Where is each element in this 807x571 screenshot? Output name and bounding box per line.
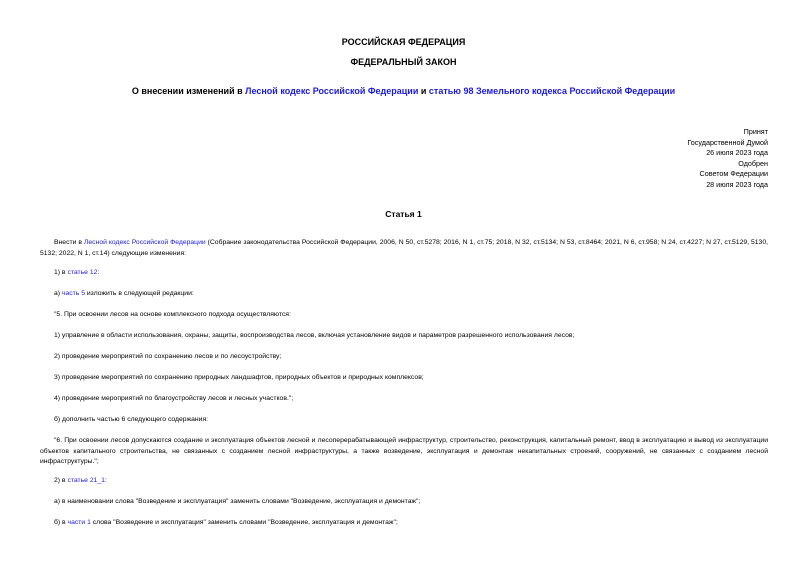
adoption-date: 26 июля 2023 года <box>706 148 768 157</box>
item-2b <box>40 518 768 529</box>
subitem-3: 3) проведение мероприятий по сохранению природных ландшафтов, природных объектов и природных комплексов; <box>54 374 424 381</box>
article-12-link[interactable]: статье 12 <box>67 269 98 276</box>
item-2-prefix: 2) в <box>54 477 68 484</box>
quoted-part-6: "6. При освоении лесов допускаются создание и эксплуатация объектов лесной и лесоперерабатывающей инфраструктур, строительство, реконструкция, капитальный ремонт, ввод в эксплуатацию и вывод из эксплуатации объектов капитального строительства, не связанных с созданием лесной инфраструктуры, а также возведение, эксплуатация и демонтаж некапитальных строений, сооружений, не связанных с созданием лесной инфраструктуры."; <box>40 437 768 465</box>
quoted-part-5: "5. При освоении лесов на основе комплексного подхода осуществляются: <box>54 311 291 318</box>
article-heading: Статья 1 <box>385 209 422 219</box>
intro-forest-code-link[interactable]: Лесной кодекс Российской Федерации <box>83 239 206 246</box>
item-1a <box>40 289 768 300</box>
forest-code-link[interactable]: Лесной кодекс Российской Федерации <box>245 86 419 96</box>
law-title-mid: и <box>418 86 429 96</box>
law-title-prefix: О внесении изменений в <box>131 86 246 96</box>
approval-line: Советом Федерации <box>699 169 768 178</box>
intro-rest: (Собрание законодательства Российской Федерации, 2006, N 50, ст.5278; 2016, N 1, ст.75; 2018, N 32, ст.5134; N 53, ст.8464; 2021, N 6, ст.958; N 24, ст.4227; N 27, ст.5129, 5130, 5132; 2022, N 1, ст.14) следующие изменения: <box>40 239 768 257</box>
item-1 <box>40 268 768 279</box>
adoption-line: Государственной Думой <box>687 137 768 147</box>
item-1a-suffix: изложить в следующей редакции: <box>84 290 194 297</box>
approval-date: 28 июля 2023 года <box>706 179 768 189</box>
law-title <box>0 86 807 97</box>
country-heading: РОССИЙСКАЯ ФЕДЕРАЦИЯ <box>341 37 466 47</box>
approval-line: Одобрен <box>738 158 768 168</box>
subitem-4: 4) проведение мероприятий по благоустройству лесов и лесных участков."; <box>54 395 294 402</box>
adoption-line: Принят <box>743 127 768 136</box>
intro-prefix: Внести в <box>54 239 84 246</box>
item-1a-prefix: а) <box>54 290 62 297</box>
article-intro <box>40 238 768 259</box>
item-1-prefix: 1) в <box>54 269 68 276</box>
adoption-block <box>687 127 768 190</box>
part-5-link[interactable]: часть 5 <box>61 290 85 297</box>
item-2a: а) в наименовании слова "Возведение и эксплуатация" заменить словами "Возведение, эксплуатация и демонтаж"; <box>54 498 421 505</box>
part-1-link[interactable]: части 1 <box>67 519 91 526</box>
item-1b: б) дополнить частью 6 следующего содержания: <box>54 416 209 423</box>
item-2b-prefix: б) в <box>54 519 68 526</box>
item-1-suffix: : <box>97 269 100 276</box>
document-type-heading: ФЕДЕРАЛЬНЫЙ ЗАКОН <box>350 57 457 67</box>
item-2 <box>40 476 768 487</box>
article-21-1-link[interactable]: статье 21_1 <box>67 477 105 484</box>
land-code-article-98-link[interactable]: статью 98 Земельного кодекса Российской Федерации <box>428 86 676 96</box>
item-2b-suffix: слова "Возведение и эксплуатация" заменить словами "Возведение, эксплуатация и демонтаж"; <box>90 519 398 526</box>
item-2-suffix: : <box>104 477 107 484</box>
subitem-1: 1) управление в области использования, охраны, защиты, воспроизводства лесов, включая установление видов и параметров разрешенного использования лесов; <box>54 332 575 339</box>
subitem-2: 2) проведение мероприятий по сохранению лесов и по лесоустройству; <box>54 353 282 360</box>
